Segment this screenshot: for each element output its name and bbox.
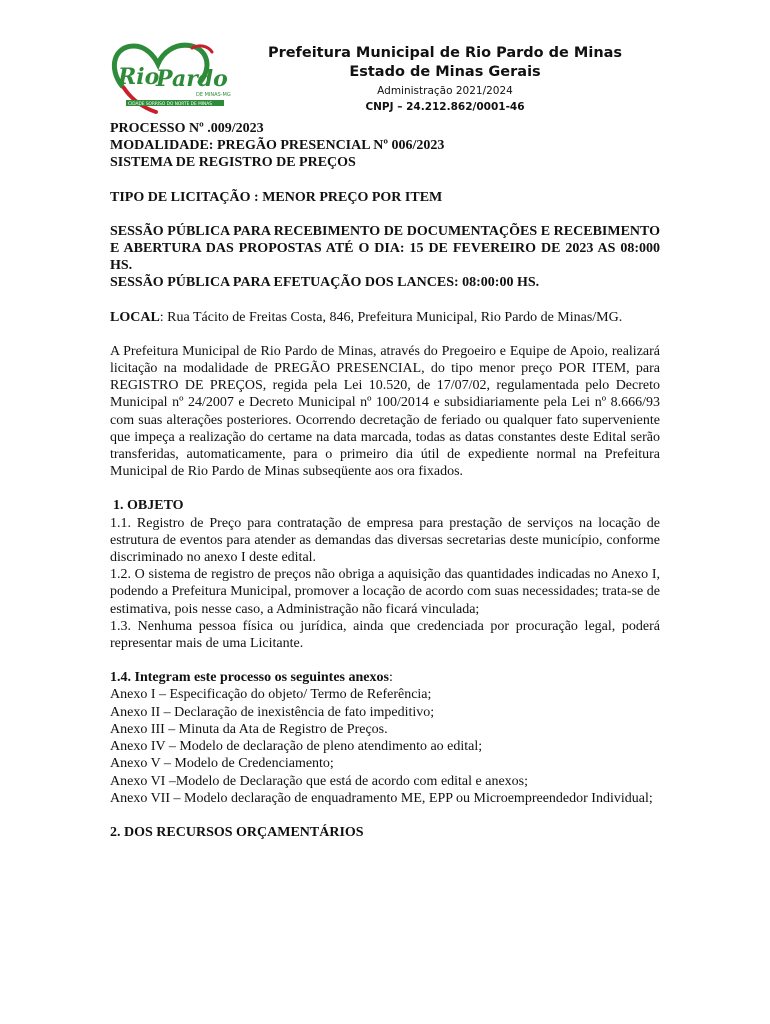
annex-item: Anexo V – Modelo de Credenciamento; <box>110 756 334 772</box>
letterhead-state: Estado de Minas Gerais <box>349 64 541 80</box>
annex-item: Anexo I – Especificação do objeto/ Termo de Referência; <box>110 687 432 703</box>
local-text: : Rua Tácito de Freitas Costa, 846, Prefeitura Municipal, Rio Pardo de Minas/MG. <box>159 309 623 325</box>
document-body <box>110 120 660 841</box>
logo-text: Rio <box>118 64 160 90</box>
section-1-3: 1.3. Nenhuma pessoa física ou jurídica, ainda que credenciada por procuração legal, poderá representar mais de uma Licitante. <box>110 618 660 652</box>
annex-item: Anexo III – Minuta da Ata de Registro de Preços. <box>110 721 388 737</box>
svg-text:DE MINAS-MG: DE MINAS-MG <box>196 92 231 98</box>
rio-pardo-logo <box>104 38 234 116</box>
letterhead-cnpj: CNPJ – 24.212.862/0001-46 <box>365 101 525 113</box>
section-1-4-heading: 1.4. Integram este processo os seguintes anexos: <box>110 670 393 686</box>
section-1-1: 1.1. Registro de Preço para contratação de empresa para prestação de serviços na locação de estrutura de eventos para atender as demandas das diversas secretarias deste município, conforme discriminado no anexo I deste edital. <box>110 515 660 566</box>
local-paragraph <box>110 309 660 326</box>
modalidade: MODALIDADE: PREGÃO PRESENCIAL Nº 006/2023 <box>110 138 445 154</box>
annex-item: Anexo II – Declaração de inexistência de fato impeditivo; <box>110 704 435 720</box>
sessao-publica-2: SESSÃO PÚBLICA PARA EFETUAÇÃO DOS LANCES: 08:00:00 HS. <box>110 275 540 291</box>
section-1-heading: 1. OBJETO <box>113 498 184 514</box>
annex-item: Anexo IV – Modelo de declaração de pleno atendimento ao edital; <box>110 739 483 755</box>
letterhead-admin: Administração 2021/2024 <box>377 85 513 97</box>
section-2-heading: 2. DOS RECURSOS ORÇAMENTÁRIOS <box>110 824 364 840</box>
sessao-publica-1: SESSÃO PÚBLICA PARA RECEBIMENTO DE DOCUMENTAÇÕES E RECEBIMENTO E ABERTURA DAS PROPOSTAS ATÉ O DIA: 15 DE FEVEREIRO DE 2023 AS 08:000 HS. <box>110 223 660 274</box>
intro-paragraph: A Prefeitura Municipal de Rio Pardo de Minas, através do Pregoeiro e Equipe de Apoio, realizará licitação na modalidade de PREGÃO PRESENCIAL, do tipo menor preço POR ITEM, para REGISTRO DE PREÇOS, regida pela Lei 10.520, de 17/07/02, regulamentada pelo Decreto Municipal nº 24/2007 e Decreto Municipal nº 100/2014 e subsidiariamente pela Lei nº 8.666/93 com suas alterações posteriores. Ocorrendo decretação de feriado ou qualquer fato superveniente que impeça a realização do certame na data marcada, todas as datas constantes deste Edital serão transferidas, automaticamente, para o primeiro dia útil de expediente normal na Prefeitura Municipal de Rio Pardo de Minas subseqüente aos ora fixados. <box>110 343 660 480</box>
tipo-licitacao: TIPO DE LICITAÇÃO : MENOR PREÇO POR ITEM <box>110 189 443 205</box>
section-1-2: 1.2. O sistema de registro de preços não obriga a aquisição das quantidades indicadas no Anexo I, podendo a Prefeitura Municipal, promover a locação de acordo com suas necessidades; trata-se de estimativa, pois nesse caso, a Administração não ficará vinculada; <box>110 567 660 617</box>
sistema: SISTEMA DE REGISTRO DE PREÇOS <box>110 155 356 171</box>
annex-item: Anexo VII – Modelo declaração de enquadramento ME, EPP ou Microempreendedor Individual; <box>110 790 653 806</box>
local-label: LOCAL <box>110 309 160 325</box>
processo-number: PROCESSO Nº .009/2023 <box>110 121 264 136</box>
annex-item: Anexo VI –Modelo de Declaração que está de acordo com edital e anexos; <box>110 773 529 789</box>
letterhead-title: Prefeitura Municipal de Rio Pardo de Minas <box>267 45 623 61</box>
svg-text:Pardo: Pardo <box>156 66 228 92</box>
svg-text:CIDADE SORRISO DO NORTE DE MIN: CIDADE SORRISO DO NORTE DE MINAS <box>128 102 212 107</box>
letterhead <box>240 44 650 115</box>
